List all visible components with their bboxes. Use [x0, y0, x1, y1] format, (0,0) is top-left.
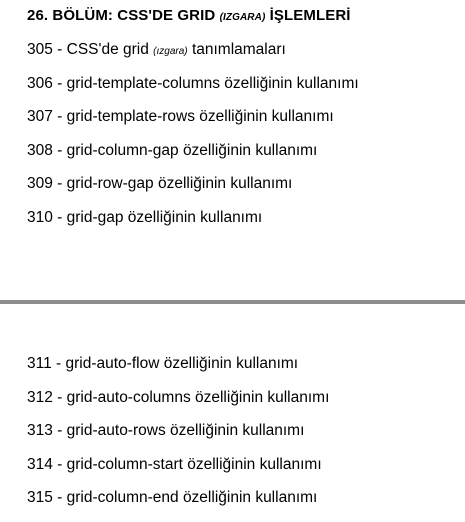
lesson-item-315: 315 - grid-column-end özelliğinin kullanımı [27, 489, 318, 506]
lesson-item-note: (ızgara) [153, 46, 188, 57]
lesson-item-309: 309 - grid-row-gap özelliğinin kullanımı [27, 175, 293, 192]
section-heading-end: İŞLEMLERİ [269, 7, 351, 24]
lesson-item-312: 312 - grid-auto-columns özelliğinin kullanımı [27, 388, 330, 406]
lesson-item-314: 314 - grid-column-start özelliğinin kullanımı [27, 455, 322, 473]
lesson-item-prefix: 305 - CSS'de grid [27, 41, 149, 58]
lesson-list-top [27, 40, 359, 241]
lesson-item-307: 307 - grid-template-rows özelliğinin kullanımı [27, 108, 334, 125]
lesson-item-313: 313 - grid-auto-rows özelliğinin kullanımı [27, 422, 305, 439]
lesson-item-306: 306 - grid-template-columns özelliğinin kullanımı [27, 74, 359, 92]
section-heading-main: 26. BÖLÜM: CSS'DE GRID [27, 7, 216, 24]
lesson-item-310: 310 - grid-gap özelliğinin kullanımı [27, 208, 263, 226]
section-divider [0, 300, 465, 304]
lesson-item-311: 311 - grid-auto-flow özelliğinin kullanımı [27, 355, 299, 372]
section-heading-note: (IZGARA) [219, 12, 266, 23]
lesson-item-308: 308 - grid-column-gap özelliğinin kullanımı [27, 141, 318, 159]
lesson-list-bottom [27, 354, 329, 522]
lesson-item-305 [27, 40, 359, 74]
section-heading [27, 7, 351, 24]
lesson-item-suffix: tanımlamaları [191, 41, 286, 58]
